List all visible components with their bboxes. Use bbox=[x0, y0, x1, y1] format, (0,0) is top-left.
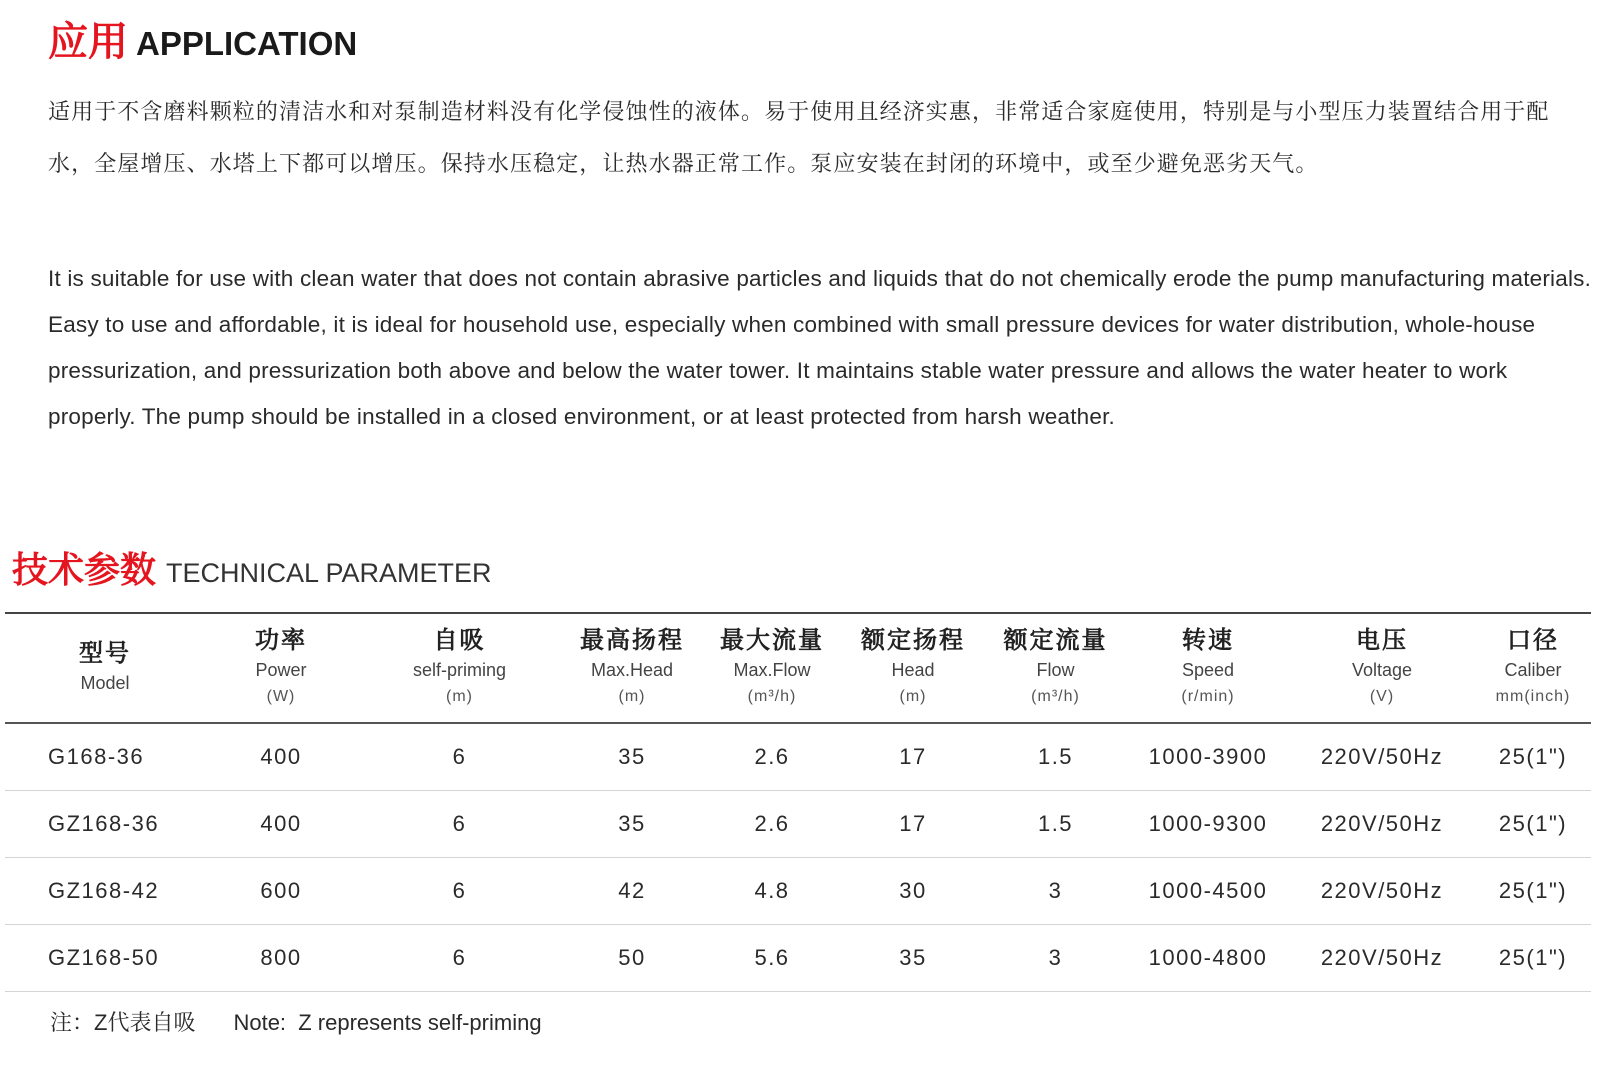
cell-flow: 3 bbox=[984, 925, 1127, 992]
cell-max-flow: 2.6 bbox=[702, 791, 842, 858]
cell-max-head: 35 bbox=[562, 723, 702, 791]
header-self-priming bbox=[357, 613, 562, 723]
cell-voltage: 220V/50Hz bbox=[1289, 723, 1475, 791]
cell-model: G168-36 bbox=[5, 723, 205, 791]
cell-model: GZ168-42 bbox=[5, 858, 205, 925]
technical-heading bbox=[12, 542, 492, 593]
cell-max-flow: 4.8 bbox=[702, 858, 842, 925]
cell-model: GZ168-36 bbox=[5, 791, 205, 858]
application-title-cn: 应用 bbox=[48, 20, 128, 64]
cell-head: 17 bbox=[842, 723, 984, 791]
cell-flow: 1.5 bbox=[984, 723, 1127, 791]
header-label-cn: 额定扬程 bbox=[861, 627, 965, 654]
header-label-en: self-priming bbox=[412, 660, 507, 680]
header-unit: (W) bbox=[266, 688, 296, 705]
header-unit: (m) bbox=[899, 688, 927, 705]
header-model bbox=[5, 613, 205, 723]
cell-max-flow: 5.6 bbox=[702, 925, 842, 992]
header-label-en: Caliber bbox=[1504, 660, 1562, 680]
header-label-en: Voltage bbox=[1351, 660, 1413, 680]
cell-speed: 1000-4500 bbox=[1127, 858, 1289, 925]
header-unit: (m³/h) bbox=[1031, 688, 1080, 705]
header-label-cn: 功率 bbox=[255, 627, 307, 654]
application-heading bbox=[48, 10, 357, 67]
cell-self-priming: 6 bbox=[357, 925, 562, 992]
header-label-cn: 最高扬程 bbox=[580, 627, 684, 654]
header-unit: (m³/h) bbox=[747, 688, 797, 705]
note-en: Note: Z represents self-priming bbox=[233, 1010, 542, 1035]
cell-speed: 1000-3900 bbox=[1127, 723, 1289, 791]
header-voltage bbox=[1289, 613, 1475, 723]
header-head bbox=[842, 613, 984, 723]
cell-power: 400 bbox=[205, 723, 357, 791]
header-label-en: Speed bbox=[1181, 660, 1235, 680]
header-label-cn: 型号 bbox=[79, 640, 131, 667]
header-label-en: Max.Flow bbox=[733, 660, 811, 680]
cell-flow: 3 bbox=[984, 858, 1127, 925]
header-unit: (m) bbox=[446, 688, 473, 705]
header-unit: (V) bbox=[1369, 688, 1395, 705]
cell-power: 800 bbox=[205, 925, 357, 992]
cell-voltage: 220V/50Hz bbox=[1289, 858, 1475, 925]
cell-head: 35 bbox=[842, 925, 984, 992]
header-label-cn: 额定流量 bbox=[1003, 627, 1108, 654]
header-label-cn: 口径 bbox=[1507, 627, 1559, 654]
cell-max-head: 35 bbox=[562, 791, 702, 858]
technical-title-cn: 技术参数 bbox=[12, 549, 157, 590]
table-row bbox=[5, 723, 1591, 791]
cell-caliber: 25(1") bbox=[1475, 723, 1591, 791]
header-caliber bbox=[1475, 613, 1591, 723]
header-label-cn: 最大流量 bbox=[720, 627, 824, 654]
application-title-en: APPLICATION bbox=[136, 25, 358, 62]
header-speed bbox=[1127, 613, 1289, 723]
cell-caliber: 25(1") bbox=[1475, 925, 1591, 992]
header-flow bbox=[984, 613, 1127, 723]
header-power bbox=[205, 613, 357, 723]
cell-speed: 1000-9300 bbox=[1127, 791, 1289, 858]
cell-self-priming: 6 bbox=[357, 858, 562, 925]
cell-self-priming: 6 bbox=[357, 723, 562, 791]
cell-voltage: 220V/50Hz bbox=[1289, 791, 1475, 858]
table-row bbox=[5, 791, 1591, 858]
header-row bbox=[5, 613, 1591, 723]
cell-flow: 1.5 bbox=[984, 791, 1127, 858]
table-row bbox=[5, 925, 1591, 992]
technical-title-en: TECHNICAL PARAMETER bbox=[166, 558, 492, 588]
header-label-cn: 电压 bbox=[1356, 627, 1408, 654]
cell-model: GZ168-50 bbox=[5, 925, 205, 992]
cell-max-head: 50 bbox=[562, 925, 702, 992]
cell-voltage: 220V/50Hz bbox=[1289, 925, 1475, 992]
header-label-en: Power bbox=[255, 660, 307, 680]
cell-self-priming: 6 bbox=[357, 791, 562, 858]
cell-max-flow: 2.6 bbox=[702, 723, 842, 791]
footnote bbox=[50, 1006, 542, 1037]
header-label-en: Flow bbox=[1036, 660, 1075, 680]
cell-speed: 1000-4800 bbox=[1127, 925, 1289, 992]
spec-table-header bbox=[5, 613, 1591, 723]
header-max-head bbox=[562, 613, 702, 723]
header-label-cn: 自吸 bbox=[433, 627, 486, 654]
application-paragraph-en: It is suitable for use with clean water that does not contain abrasive particles and liquids that do not chemically erode the pump manufacturing materials. Easy to use and affordable, it is ideal for household use, especially when combined with small pressure devices for water distribution, whole-house pressurization, and pressurization both above and below the water tower. It maintains stable water pressure and allows the water heater to work properly. The pump should be installed in a closed environment, or at least protected from harsh weather. bbox=[48, 266, 1592, 429]
header-unit: mm(inch) bbox=[1495, 688, 1571, 705]
spec-table bbox=[5, 612, 1591, 992]
header-label-en: Model bbox=[80, 673, 130, 693]
note-cn: 注：Z代表自吸 bbox=[50, 1010, 196, 1035]
cell-power: 400 bbox=[205, 791, 357, 858]
header-label-cn: 转速 bbox=[1182, 627, 1234, 654]
cell-power: 600 bbox=[205, 858, 357, 925]
cell-caliber: 25(1") bbox=[1475, 791, 1591, 858]
cell-caliber: 25(1") bbox=[1475, 858, 1591, 925]
header-max-flow bbox=[702, 613, 842, 723]
header-unit: (r/min) bbox=[1181, 688, 1235, 705]
header-label-en: Head bbox=[891, 660, 935, 680]
cell-head: 17 bbox=[842, 791, 984, 858]
cell-head: 30 bbox=[842, 858, 984, 925]
header-unit: (m) bbox=[618, 688, 646, 705]
spec-table-body bbox=[5, 723, 1591, 992]
header-label-en: Max.Head bbox=[590, 660, 674, 680]
table-row bbox=[5, 858, 1591, 925]
application-paragraph-cn: 适用于不含磨料颗粒的清洁水和对泵制造材料没有化学侵蚀性的液体。易于使用且经济实惠，非常适合家庭使用，特别是与小型压力装置结合用于配水，全屋增压、水塔上下都可以增压。保持水压稳定，让热水器正常工作。泵应安装在封闭的环境中，或至少避免恶劣天气。 bbox=[48, 99, 1550, 176]
cell-max-head: 42 bbox=[562, 858, 702, 925]
